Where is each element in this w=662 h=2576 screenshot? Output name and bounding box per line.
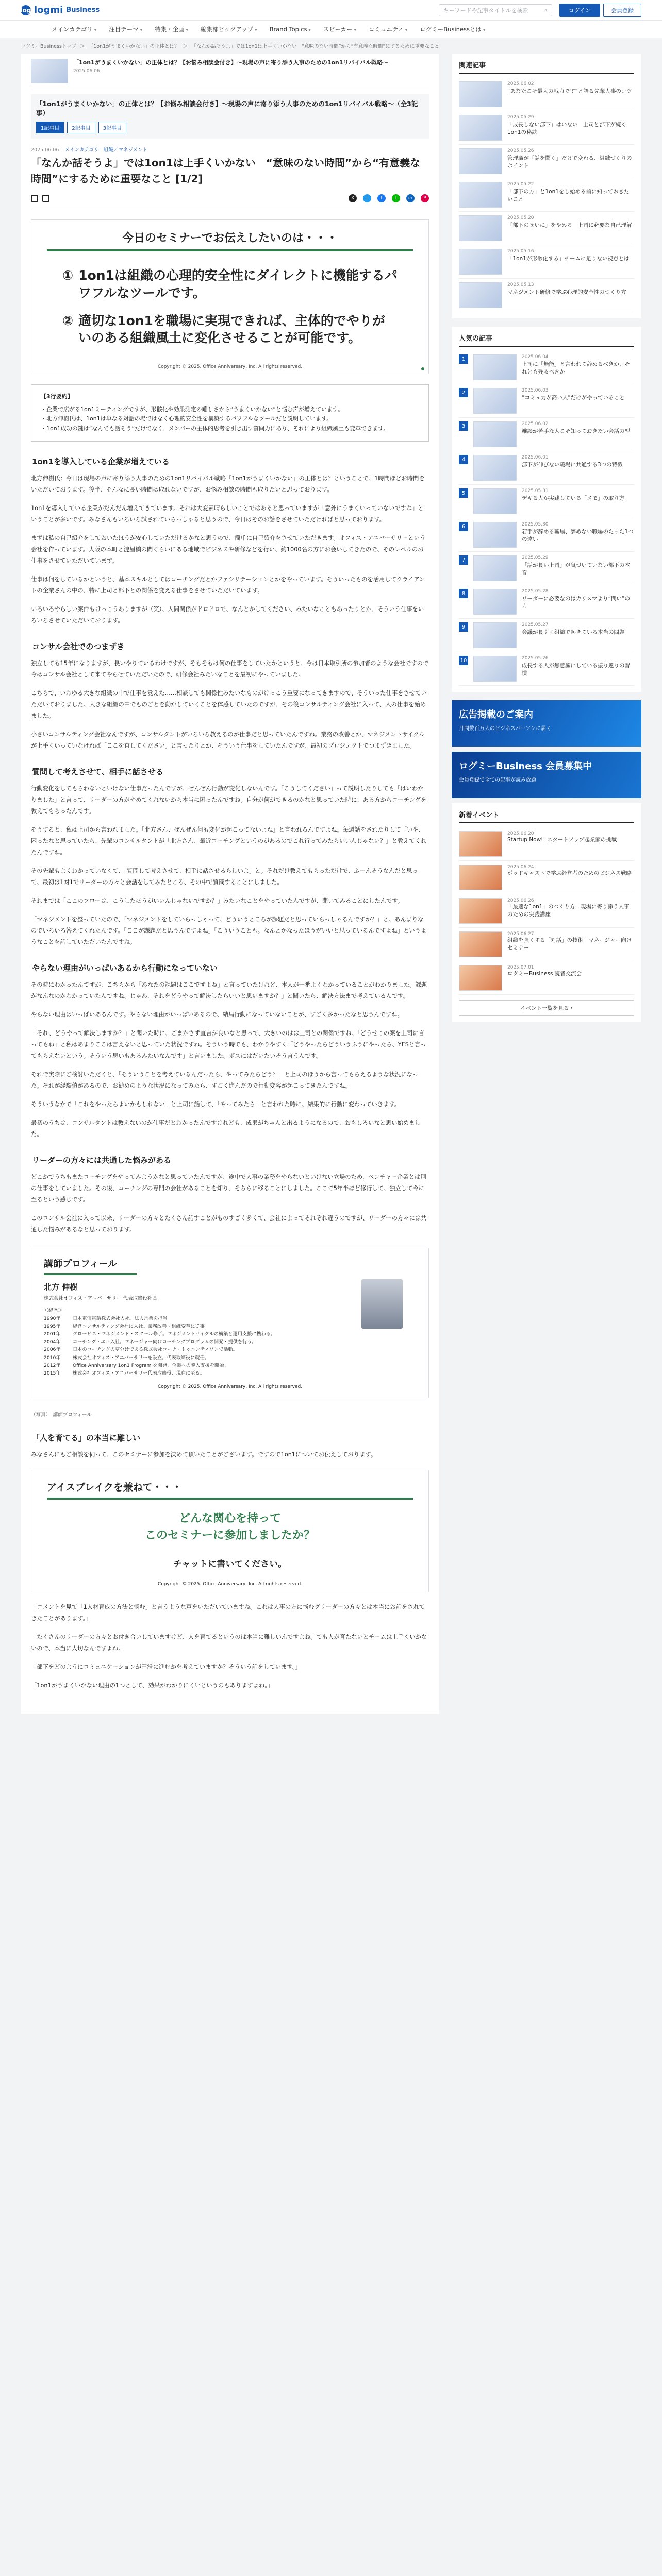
popular-title: 若手が辞める職場、辞めない職場のたった1つの違い [522,529,634,543]
slide1-copyright: Copyright © 2025. Office Anniversary, Inc. All rights reserved. [157,364,303,369]
slide2-title: アイスブレイクを兼ねて・・・ [47,1480,413,1500]
related-date: 2025.05.26 [507,148,534,154]
main-nav [0,21,662,38]
section-heading: やらない理由がいっぱいあるから行動になっていない [32,963,218,973]
event-thumb [459,931,502,957]
summary-box [31,384,429,442]
related-heading: 関連記事 [459,60,634,74]
popular-thumb [473,388,517,414]
event-thumb [459,865,502,890]
body-paragraph: 「それ、どうやって解決しますか？」と聞いた時に、ごまかさず直言が良いなと思って、大きいのはは上司との関係ですね。「どうせこの案を上司に言ってもね」と私はあまりここは言えないと思っていた状況ですね。そういう時でも、わかりやすく「どうやったらどういうふうにやったら、YESと言ってもらえないという。そういう思いもあるみたいなんです」と言いました。ボスにはだいたいそう言うんです。 [31,1030,426,1060]
career-row [44,1338,333,1346]
rank-badge: 9 [459,622,468,632]
body-paragraph: 小さいコンサルティング会社なんですが、コンサルタントがいろいろ教えるのが仕事だと思っていたんですね。業務の改善とか、マネジメントサイクルが上手くいっていなければ「ここを直してください」と言ったりとか、そういう仕事をしていたんですが、最初のプロジェクトでつまずきました。 [31,731,425,750]
event-title: Startup Now!! スタートアップ起業家の挑戦 [507,837,617,843]
body-paragraph: まずは私の自己紹介をしておいたほうが安心していただけるかなと思うので、簡単に自己紹介をさせていただきます。オフィス・アニバーサリーという会社を作っています。大阪の本町と淀屋橋の間ぐらいにある地域でビジネスや研修などを行い、約1000名の方にお会いしてきたので、そのレベルのお仕事をさせていただいています。 [31,534,426,564]
profile-caption: （写真） 講師プロフィール [31,1412,92,1418]
body-paragraph: このコンサル会社に入って以来、リーダーの方々とたくさん話すことがものすごく多くて、会社によってそれぞれ違うのですが、リーダーの方々には共通した悩みがあるなと思っております。 [31,1215,427,1233]
popular-title: 雑談が苦手な人こそ知っておきたい会話の型 [522,428,630,434]
related-date: 2025.05.16 [507,249,534,254]
popular-date: 2025.06.01 [522,455,549,460]
rank-badge: 10 [459,656,468,665]
popular-item[interactable] [459,585,634,619]
bookmark-icon[interactable] [31,195,38,202]
career-text: 株式会社オフィス・アニバーサリー代表取締役、現在に至る。 [73,1370,205,1376]
speaker-profile-slide [31,1248,429,1398]
share-bar [31,191,429,210]
member-banner-sub: 会員登録で全ての記事が読み放題 [459,777,536,783]
career-year: 1990年 [44,1315,61,1321]
popular-thumb [473,421,517,447]
article-category[interactable]: メインカテゴリ：組織／マネジメント [64,147,148,153]
ad-banner[interactable] [452,700,641,747]
nav-item-about[interactable]: ログミーBusinessとは ▾ [420,25,485,33]
breadcrumb-series[interactable]: 「1on1がうまくいかない」の正体とは？ [88,44,179,49]
popular-item[interactable] [459,619,634,652]
popular-thumb [473,455,517,481]
career-row [44,1354,333,1362]
breadcrumb-sep: ＞ [183,44,188,49]
series-page-3[interactable]: 3記事目 [98,122,126,133]
slide2-question-line: このセミナーに参加しましたか？ [144,1529,315,1543]
body-paragraph: 「マネジメントを整っていたので、「マネジメントをしていらっしゃって、どういうところが課題だと思っていらっしゃるんですか？」と。あんまりなのでいろいろ答えてくれたんです。「ここが課題だと思うんですよね」「こういうことも。なんとかなったほうがいいと思っているんですよね」というようなことを話していただいたんですね。 [31,916,427,946]
section-heading: 「人を育てる」の本当に難しい [32,1433,141,1443]
rank-badge: 2 [459,388,468,397]
popular-title: デキる人が実践している「メモ」の取り方 [522,495,625,501]
related-date: 2025.05.29 [507,115,534,120]
career-label: ＜経歴＞ [44,1308,63,1314]
summary-item: ・北方伸樹氏は、1on1は単なる対話の場ではなく心理的安全性を構築するパワフルなツールだと説明しています。 [41,415,333,422]
popular-item[interactable] [459,351,634,384]
rank-badge: 5 [459,488,468,498]
popular-item[interactable] [459,418,634,451]
body-paragraph: いろいろやらしい案件もけっこうありますが（笑）、人間関係がドロドロで、なんとかしてください、みたいなこともあったりとか、そういう仕事をいろいろさせていただいております。 [31,605,424,624]
popular-title: リーダーに必要なのはカリスマより“問い”の力 [522,596,630,610]
career-text: 経営コンサルティング会社に入社。業務改善・組織変革に従事。 [73,1323,210,1329]
events-heading: 新着イベント [459,809,634,823]
section-heading: コンサル会社でのつまずき [32,641,125,651]
related-date: 2025.05.13 [507,282,534,287]
career-year: 2012年 [44,1362,61,1368]
slide1-point-num: ② [62,313,74,328]
slide1-point-text: 適切な1on1を職場に実現できれば、主体的でやりがいのある組織風土に変化させることが可能です。 [78,313,385,346]
rank-badge: 8 [459,589,468,598]
body-paragraph: 「1on1がうまくいかない理由の1つとして、効果がわかりにくいというのもありますよね。」 [31,1682,274,1689]
profile-role: 株式会社オフィス・アニバーサリー 代表取締役社長 [44,1296,158,1302]
popular-date: 2025.06.04 [522,354,549,360]
slide2-chat-prompt: チャットに書いてください。 [173,1559,287,1570]
career-year: 1995年 [44,1323,61,1329]
popular-date: 2025.06.03 [522,388,549,393]
popular-title: 部下が伸びない職場に共通する3つの特徴 [522,462,623,468]
x-share-icon[interactable]: X [349,194,357,202]
event-date: 2025.06.27 [507,931,534,937]
pocket-share-icon[interactable]: P [421,194,429,202]
nav-item-editor-pickup[interactable]: 編集部ピックアップ ▾ [201,25,257,33]
event-date: 2025.07.01 [507,965,534,970]
rank-badge: 7 [459,555,468,565]
related-item[interactable] [459,78,634,111]
related-title: マネジメント研修で学ぶ心理的安全性のつくり方 [507,289,626,295]
slide-dot-icon [421,367,424,370]
popular-date: 2025.05.29 [522,555,549,561]
body-paragraph: 独立しても15年になりますが、長いやりているわけですが、そもそもは何の仕事をしていたかというと、今は日本取引所の参加者のような会社ですので今はコンサル会社として来てやらせていただいたので、研修会社みたいなことを最初にやっていました。 [31,659,429,678]
popular-item[interactable] [459,652,634,686]
nav-item-main-category[interactable]: メインカテゴリ ▾ [52,25,96,33]
series-page-2[interactable]: 2記事目 [67,122,95,133]
linkedin-share-icon[interactable]: in [406,194,415,202]
popular-date: 2025.05.26 [522,656,549,661]
body-paragraph: 「部下をどのようにコミュニケーションが円滑に進むかを考えていますか？そういう話をしています。」 [31,1664,301,1671]
breadcrumb-current: 「なんか話そうよ」では1on1は上手くいかない “意味のない時間”から“有意義な時間”にするために重要なこと [191,44,439,49]
related-date: 2025.05.20 [507,215,534,221]
section-heading: 1on1を導入している企業が増えている [32,456,170,466]
popular-heading: 人気の記事 [459,333,634,347]
related-thumb [459,215,502,241]
slide2-question-line: どんな関心を持って [178,1512,281,1526]
career-year: 2015年 [44,1370,61,1376]
popular-item[interactable] [459,384,634,418]
search-input[interactable] [439,4,552,16]
event-title: ポッドキャストで学ぶ経営者のためのビジネス戦略 [507,870,632,876]
logo-mark-icon: log [21,5,31,15]
search-placeholder: キーワードや記事タイトルを検索 [443,7,528,14]
popular-thumb [473,656,517,682]
slide1-title: 今日のセミナーでお伝えしたいのは・・・ [47,229,413,251]
rank-badge: 3 [459,421,468,431]
slide-image-1 [31,219,429,374]
slide-image-2 [31,1470,429,1592]
career-row [44,1362,333,1369]
series-box [31,94,429,139]
ad-banner-sub: 月間数百万人のビジネスパーソンに届く [459,726,552,732]
career-text: コーチング・エィ入社。マネージャー向けコーチングプログラムの開発・提供を行う。 [73,1339,257,1345]
popular-date: 2025.05.28 [522,589,549,594]
slide2-question [47,1510,413,1544]
related-item[interactable] [459,212,634,245]
slide2-copyright: Copyright © 2025. Office Anniversary, Inc. All rights reserved. [157,1582,303,1587]
event-thumb [459,965,502,991]
event-item[interactable] [459,928,634,961]
event-title: ログミーBusiness 読者交流会 [507,971,582,977]
body-paragraph: どこかでうちもまたコーチングをやってみようかなと思っていたんですが、途中で人事の業務をやらないといけない立場のため、ベンチャー企業とは別の仕事をしていました。その後、コーチングの専門の会社があることを知り、そちらに移ることにしました。ここで5年半ほど修行して、独立して今に至るという感じです。 [31,1174,426,1204]
section-heading: リーダーの方々には共通した悩みがある [32,1156,172,1165]
related-articles-box [452,54,641,318]
related-item[interactable] [459,145,634,178]
register-button[interactable]: 会員登録 [603,4,641,17]
body-paragraph: 最初のうちは、コンサルタントは教えないのが仕事だとわかったんですけれども、成果がちゃんと出るようになるので、おもしろいなと思い始めました。 [31,1120,421,1138]
event-thumb [459,831,502,857]
slide1-point [62,267,398,302]
body-paragraph: みなさんにもご相談を伺って、このセミナーに参加を決めて頂いたことがございます。ですので1on1についてお伝えしております。 [31,1451,377,1459]
career-year: 2010年 [44,1354,61,1361]
top-header [0,0,662,21]
series-card[interactable] [31,59,429,89]
article-main [21,54,439,1714]
nav-item-community[interactable]: コミュニティ ▾ [369,25,407,33]
profile-copyright: Copyright © 2025. Office Anniversary, Inc. All rights reserved. [157,1384,303,1390]
event-date: 2025.06.26 [507,898,534,903]
series-thumbnail [31,59,68,83]
popular-item[interactable] [459,485,634,518]
profile-name: 北方 伸樹 [44,1282,78,1292]
site-logo[interactable] [21,5,100,15]
sidebar [452,54,641,1714]
body-paragraph: 仕事は何をしているかというと、基本スキルとしてはコーチングだとかファシリテーションとかをやっています。そういったものを活用してクライアントの企業さんの中の、特に上司と部下との関係を変える仕事をさせていただいています。 [31,575,425,594]
article-date: 2025.06.06 [31,147,59,153]
popular-title: 「話が長い上司」が気づいていない部下の本音 [522,562,630,577]
popular-thumb [473,488,517,514]
popular-date: 2025.06.02 [522,421,549,427]
popular-thumb [473,522,517,548]
event-item[interactable] [459,961,634,995]
career-list [44,1307,333,1377]
logo-text: logmi [34,5,63,15]
popular-thumb [473,555,517,581]
popular-title: 上司に「無能」と言われて辞めるべきか、それとも残るべきか [522,361,630,376]
breadcrumb [0,38,662,54]
career-row [44,1323,333,1330]
event-item[interactable] [459,894,634,928]
career-row [44,1369,333,1377]
article-meta [31,146,429,153]
body-paragraph: そうすると、私は上司から言われました。「北方さん、ぜんぜん何も変化が起こってないよね」と言われるんですよね。毎週話をされたりして「いや、困ったなと思っていたら、先輩のコンサルタントが「北方さん、最近コーチングというのがあるのでこれ行ってみたらいいんじゃない？」と教えてくれたんですね。 [31,826,427,856]
career-year: 2004年 [44,1339,61,1345]
related-title: 「部下のせいに」をやめる 上司に必要な自己理解 [507,222,632,228]
series-card-date: 2025.06.06 [73,69,100,74]
summary-item: ・企業で広がる1on1ミーティングですが、形骸化や効果測定の難しさから“うまくいかない”と悩む声が増えています。 [41,405,344,413]
login-button[interactable]: ログイン [559,4,600,17]
event-thumb [459,898,502,924]
rank-badge: 4 [459,455,468,464]
breadcrumb-home[interactable]: ログミーBusinessトップ [21,44,77,49]
nav-item-themes[interactable]: 注目テーマ ▾ [109,25,142,33]
nav-item-features[interactable]: 特集・企画 ▾ [155,25,188,33]
body-paragraph: それまでは「ここのフローは、こうしたほうがいいんじゃないですか？」みたいなことをやっていたんですが、聞いてみることにしたんです。 [31,897,404,905]
body-paragraph: その先輩もよくわかっていなくて、「質問して考えさせて、相手に話させるらしいよ」と。それだけ教えてもらっただけで、ふーんそうなんだと思って、最初は1対1でリーダーの方々と会話をしてみたところ、その中で質問することにしました。 [31,868,418,886]
rank-badge: 6 [459,522,468,531]
profile-heading: 講師プロフィール [44,1257,137,1275]
related-title: 「部下の方」と1on1をし始める前に知っておきたいこと [507,189,630,203]
event-date: 2025.06.20 [507,831,534,836]
related-item[interactable] [459,178,634,212]
career-year: 2006年 [44,1347,61,1353]
body-paragraph: 行動変化をしてもらわないといけない仕事だったんですが、ぜんぜん行動が変化しないんです。「こうしてください」って説明したりしても「はいわかりました」と言って、リーダーの方がやめてくれないから本当に困ったんですね。自分が何ができるのかなと思っていた時に、ある方からコーチングを教えてもらったんです。 [31,785,427,815]
slide1-point-text: 1on1は組織の心理的安全性にダイレクトに機能するパワフルなツールです。 [78,268,398,300]
article-headline: 「なんか話そうよ」では1on1は上手くいかない “意味のない時間”から“有意義な時間”にするために重要なこと [1/2] [31,157,421,185]
related-item[interactable] [459,279,634,312]
body-paragraph: そういうなかで「これをやったらよいかもしれない」と上司に話して、「やってみたら」と言われた時に、結果的に行動に変わっていきます。 [31,1101,401,1108]
related-title: 管理職が「話を聞く」だけで変わる、組織づくりのポイント [507,155,632,170]
save-icon[interactable] [42,195,49,202]
series-pager [36,122,424,133]
page-container [21,54,641,1714]
popular-title: 会議が長引く組織で起きている本当の問題 [522,629,625,635]
popular-item[interactable] [459,451,634,485]
career-text: 株式会社オフィス・アニバーサリーを設立。代表取締役に就任。 [73,1354,209,1361]
popular-date: 2025.05.30 [522,522,549,527]
body-paragraph: 1on1を導入している企業がだんだん増えてきています。それは大変素晴らしいことではあると思っていますが「意外にうまくいっていないですね」ということが多いです。みなさんもいろいろ試されていらっしゃると思うので、今日はそのお話をさせていただければと思っております。 [31,504,424,523]
related-thumb [459,282,502,308]
section-heading: 質問して考えさせて、相手に話させる [32,767,163,777]
event-item[interactable] [459,827,634,861]
body-paragraph: 北方伸樹氏：今日は現場の声に寄り添う人事のための1on1リバイバル戦略「1on1がうまくいかない」の正体とは？ということで、1時間ほどお時間をいただいております。後半、そんなに長い時間は取れないですが、お悩み相談の時間も取りたいと思っております。 [31,474,425,493]
career-row [44,1330,333,1338]
slide1-point [62,312,398,347]
popular-date: 2025.05.31 [522,488,549,494]
career-text: Office Anniversary 1on1 Program を開発、企業への導入支援を開始。 [73,1362,229,1368]
nav-item-brand-topics[interactable]: Brand Topics ▾ [270,26,311,33]
related-item[interactable] [459,111,634,145]
related-thumb [459,148,502,174]
career-year: 2001年 [44,1331,61,1337]
breadcrumb-sep: ＞ [80,44,85,49]
popular-item[interactable] [459,552,634,585]
search-icon[interactable]: ⌕ [544,6,548,13]
related-thumb [459,115,502,141]
member-banner[interactable] [452,752,641,798]
ad-banner-title: 広告掲載のご案内 [459,709,533,720]
related-thumb [459,249,502,275]
series-page-1[interactable]: 1記事目 [36,122,64,133]
facebook-share-icon[interactable]: f [377,194,386,202]
line-share-icon[interactable]: L [392,194,400,202]
twitter-share-icon[interactable]: t [363,194,371,202]
member-banner-title: ログミーBusiness 会員募集中 [459,761,592,772]
events-box [452,803,641,1022]
event-title: 「最適な1on1」のつくり方 現場に寄り添う人事のための実践講座 [507,904,630,918]
related-date: 2025.05.22 [507,182,534,187]
career-text: グロービス・マネジメント・スクール修了。マネジメントサイクルの構築と運用支援に携わる。 [73,1331,276,1337]
career-text: 日本電信電話株式会社入社。法人営業を担当。 [73,1315,172,1321]
related-title: “あなたこそ最大の戦力です”と語る先輩人事のコツ [507,88,632,94]
popular-thumb [473,622,517,648]
body-paragraph: 「たくさんのリーダーの方々とお付き合いしていますけど、人を育てるというのは本当に難しいんですよね。でも人が育たないとチームは上手くいかないので、本当に大切なんですよね。」 [31,1634,427,1652]
related-item[interactable] [459,245,634,279]
event-item[interactable] [459,861,634,894]
career-row [44,1315,333,1323]
related-title: 「1on1が形骸化する」チームに足りない視点とは [507,256,630,262]
summary-item: ・1on1成功の鍵は“なんでも話そう”だけでなく、メンバーの主体的思考を引き出す質問力にあり、それにより組織風土も変革できます。 [41,425,389,432]
body-paragraph: 「コメントを見て「1人材育成の方法と悩む」と言うような声をいただいていますね。これは人事の方に悩むグリーダーの方々とは本当にお話をされてきたことがあります。」 [31,1604,425,1622]
related-thumb [459,81,502,107]
popular-title: “コミュ力が高い人”だけがやっていること [522,395,625,401]
event-date: 2025.06.24 [507,865,534,870]
series-card-title: 「1on1がうまくいかない」の正体とは？【お悩み相談会付き】～現場の声に寄り添う人事のための1on1リバイバル戦略～ [73,59,388,66]
series-box-title: 「1on1がうまくいかない」の正体とは？【お悩み相談会付き】～現場の声に寄り添う人事のための1on1リバイバル戦略～（全3記事） [36,100,418,117]
logo-sub: Business [66,6,100,14]
slide1-point-num: ① [62,268,74,283]
body-paragraph: それで実際にご検討いただくと、「そういうことを考えているんだったら、やってみたらどう？」と上司のほうから言ってもらえるような状況になった。それが経験値があるので、お勧めのような状況になってみたら、すごく進んだので行動変容が起こってきたんですね。 [31,1071,419,1090]
related-thumb [459,182,502,208]
career-row [44,1346,333,1353]
popular-thumb [473,589,517,615]
body-paragraph: やらない理由はいっぱいあるんです。やらない理由がいっぱいあるので、結局行動になっていないことが、すごく多かったなと思うんですね。 [31,1011,403,1019]
body-paragraph: その時にわかったんですが、こちらから「あなたの課題はここですよね」と言っていたけれど、本人が一番よくわかっていることがわかりました。課題がなんなのかわかっていたんですね。じゃあ、それをどうやって解決したらいいと思いますか？」と聞いたら、解決方法まで考えているんです。 [31,981,427,1000]
career-text: 日本のコーチングの草分けである株式会社コーチ・トゥエンティワンで活動。 [73,1347,238,1353]
body-paragraph: こちらで、いわゆる大きな組織の中で仕事を覚えた……相談しても関係性みたいなものがけっこう重要になってきますので、そういった仕事をさせていただいておりました。大きな組織の中でものごとを動かしていくことを体感していたのですが、その後コンサルティング会社に入って、人の仕事を始めました。 [31,689,427,719]
popular-thumb [473,354,517,380]
summary-title: 【3行要約】 [41,393,73,400]
speaker-avatar [361,1279,403,1329]
related-date: 2025.06.02 [507,81,534,87]
popular-date: 2025.05.27 [522,622,549,628]
more-events-button[interactable]: イベント一覧を見る › [459,1000,634,1016]
popular-articles-box [452,327,641,692]
rank-badge: 1 [459,354,468,364]
popular-title: 成長する人が無意識にしている振り返りの習慣 [522,663,630,677]
event-title: 組織を強くする「対話」の技術 マネージャー向けセミナー [507,937,632,952]
popular-item[interactable] [459,518,634,552]
related-title: 「成長しない部下」はいない 上司と部下が続く1on1の秘訣 [507,122,626,136]
nav-item-speakers[interactable]: スピーカー ▾ [323,25,356,33]
